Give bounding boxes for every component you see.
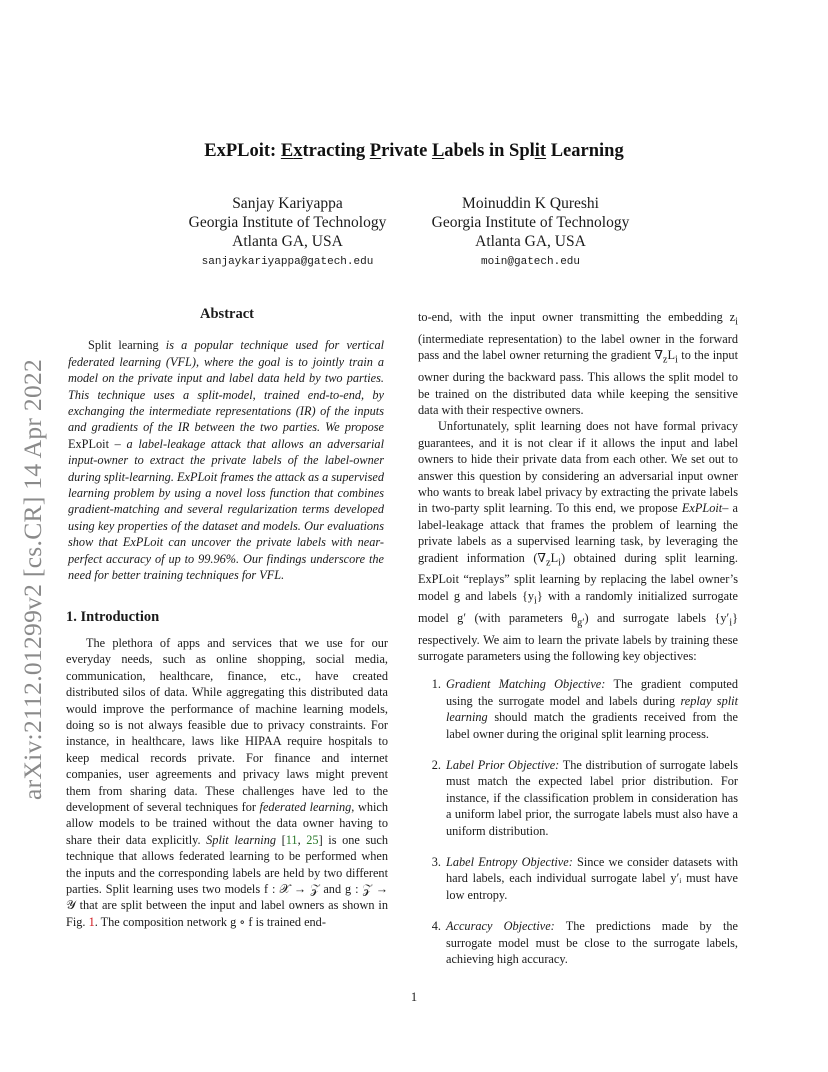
math-subscript: i — [675, 354, 678, 366]
arxiv-identifier[interactable]: arXiv:2112.01299v2 [cs.CR] 14 Apr 2022 — [18, 358, 47, 800]
body-text: federated learning — [259, 799, 352, 814]
list-item — [444, 676, 738, 742]
body-text: , which allow models to be trained without the data owner having to share their data explicitly. — [66, 799, 388, 847]
intro-paragraph-2 — [418, 309, 738, 418]
math-subscript: i — [735, 316, 738, 328]
title-underlined-letter: t — [539, 141, 547, 161]
section-heading-introduction: 1. Introduction — [66, 608, 160, 625]
objective-text: replay split learning — [446, 693, 738, 725]
objective-text: The predictions made by the surrogate model must be close to the surrogate labels, achieving high accuracy. — [446, 919, 738, 967]
abstract-body — [66, 337, 388, 583]
body-text: [ — [276, 832, 286, 847]
body-text: L — [667, 348, 675, 363]
citation-link[interactable]: 11 — [285, 832, 298, 847]
math-subscript: z — [662, 354, 668, 366]
objective-text: The distribution of surrogate labels must match the expected label prior distribution. For instance, if the classification problem in consideration has a uniform label prior, the surrogate labels must also have a uniform distribution. — [446, 758, 738, 838]
body-text: L — [550, 550, 559, 565]
body-text: ) and surrogate labels {y′ — [584, 610, 730, 625]
title-text: rivate — [381, 141, 432, 161]
author-email[interactable]: moin@gatech.edu — [480, 256, 581, 268]
author-email[interactable]: sanjaykariyappa@gatech.edu — [201, 256, 374, 268]
body-text: (intermediate representation) to the label owner in the forward pass and the label owner returning the gradient ∇ — [418, 331, 738, 363]
math-subscript: z — [546, 557, 551, 569]
math-subscript: i — [558, 557, 561, 569]
author-block-2 — [418, 194, 643, 269]
list-item — [444, 854, 738, 903]
title-main — [281, 141, 624, 161]
body-text: Unfortunately, split learning does not have formal privacy guarantees, and it is not clear if it allows the input and label owners to hide their private data from each other. We set out to answer this question by considering an adversarial input owner who wants to break label privacy by extracting the private labels in two-party split learning. To this end, we propose — [418, 419, 738, 516]
abstract-paragraph — [68, 337, 384, 583]
right-column — [418, 309, 738, 982]
citation-link[interactable]: 25 — [306, 832, 319, 847]
body-text: , — [297, 832, 307, 847]
abstract-text: Split learning — [88, 338, 159, 353]
math-subscript: i — [729, 617, 733, 629]
body-text: Split learning — [206, 832, 276, 847]
body-text: } respectively. We aim to learn the private labels by training these surrogate parameters using the following key objectives: — [418, 610, 738, 663]
figure-reference-link[interactable]: 1 — [88, 914, 95, 929]
title-underlined-letter: x — [293, 141, 303, 161]
objective-name: Label Prior Objective: — [446, 758, 560, 773]
math-subscript: g′ — [577, 617, 585, 629]
body-text: to-end, with the input owner transmitting the embedding z — [418, 310, 736, 324]
objective-name: Gradient Matching Objective: — [446, 677, 606, 692]
body-text: ExPLoit — [681, 501, 723, 516]
body-text: . The composition network g ∘ f is trained end- — [94, 914, 326, 929]
author-location: Atlanta GA, USA — [475, 233, 586, 250]
abstract-heading: Abstract — [200, 306, 254, 322]
abstract-text: is a popular technique used for vertical federated learning (VFL), where the goal is to jointly train a model on the private input and label data held by two parties. This technique uses a split-model, trained end-to-end, by exchanging the intermediate representations (IR) of the inputs and gradients of the IR between the two parties. We propose — [68, 338, 385, 435]
body-text: – a label-leakage attack that frames the problem of learning the private labels as a supervised learning task, by leveraging the gradient information (∇ — [418, 501, 738, 565]
abstract-text: ExPLoit — [68, 436, 109, 451]
objectives-list — [418, 676, 738, 967]
author-affiliation: Georgia Institute of Technology — [188, 214, 387, 231]
title-underlined-letter: E — [280, 141, 294, 161]
author-location: Atlanta GA, USA — [232, 233, 343, 250]
list-item — [444, 918, 738, 967]
body-text: The plethora of apps and services that we use for our everyday needs, such as online shopping, social media, communication, healthcare, finance, etc., have created distributed silos of data. While aggregating this distributed data would improve the performance of machine learning models, doing so is not always feasible due to privacy constraints. For instance, in healthcare, laws like HIPAA require hospitals to keep medical records private. For finance and internet companies, user agreements and privacy laws might prevent them from sharing data. These challenges have led to the development of several techniques for — [66, 635, 388, 814]
page-number: 1 — [410, 990, 418, 1004]
author-name: Moinuddin K Qureshi — [462, 195, 599, 212]
body-text: to the input owner during the backward pass. This allows the split model to be trained on the distributed data while keeping the sensitive data with their respective owners. — [418, 348, 738, 417]
objective-text: should match the gradients received from the label owner during the original split learning process. — [446, 710, 738, 741]
objective-name: Label Entropy Objective: — [446, 855, 573, 870]
objective-text: The gradient computed using the surrogate model and labels during — [446, 677, 738, 708]
intro-paragraph-3 — [418, 418, 738, 664]
author-affiliation: Georgia Institute of Technology — [431, 214, 630, 231]
abstract-text: – a label-leakage attack that allows an adversarial input-owner to extract the private labels of the label-owner during split-learning. ExPLoit frames the attack as a supervised learning problem by using a novel loss function that combines gradient-matching and several regularization terms developed using key properties of the dataset and models. Our evaluations show that ExPLoit can uncover the private labels with near-perfect accuracy of up to 99.96%. Our findings underscore the need for better training techniques for VFL. — [68, 436, 384, 583]
math-subscript: i — [534, 595, 537, 607]
objective-text: Since we consider datasets with hard labels, each individual surrogate label y′ᵢ must have low entropy. — [446, 855, 738, 902]
objective-name: Accuracy Objective: — [446, 919, 555, 934]
left-column — [66, 306, 388, 930]
title-underlined-letter: P — [369, 141, 382, 161]
list-item — [444, 757, 738, 839]
title-text: Learning — [546, 141, 624, 161]
title-text: tracting — [302, 141, 370, 161]
intro-paragraph-1 — [66, 635, 388, 930]
author-name: Sanjay Kariyappa — [232, 195, 343, 212]
title-text: abels in Spl — [444, 141, 535, 161]
title-prefix: ExPLoit: — [204, 141, 281, 161]
title-underlined-letter: i — [534, 141, 540, 161]
body-text: } with a randomly initialized surrogate model g′ (with parameters θ — [418, 588, 738, 625]
body-text: ) obtained during split learning. ExPLoit “replays” split learning by replacing the label owner’s model g and labels {y — [418, 550, 738, 603]
title-underlined-letter: L — [431, 141, 445, 161]
body-text: ] is one such technique that allows federated learning to be performed when the inputs and the corresponding labels are held by two different parties. Split learning uses two models f : 𝒳 → 𝒵 and g : 𝒵 → 𝒴 that are split between the input and label owners as shown in Fig. — [66, 832, 389, 929]
author-block-1 — [165, 194, 410, 269]
paper-title — [0, 141, 828, 162]
